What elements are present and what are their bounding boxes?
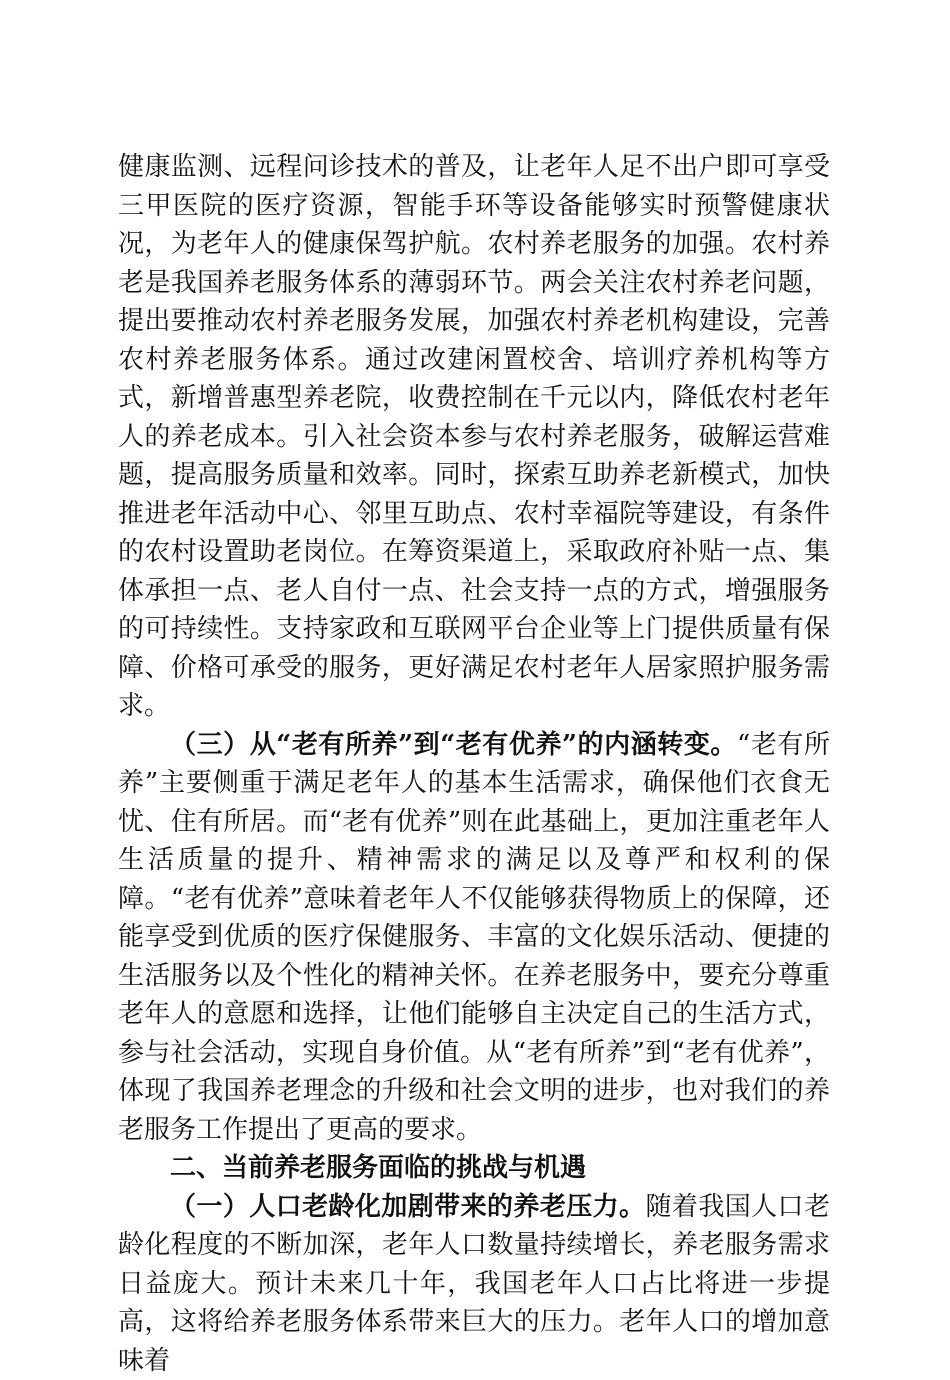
paragraph-connotation-shift-body: “老有所养”主要侧重于满足老年人的基本生活需求，确保他们衣食无忧、住有所居。而“老有优养”则在此基础上，更加注重老年人生活质量的提升、精神需求的满足以及尊严和权利的保障。“老有优养”意味着老年人不仅能够获得物质上的保障，还能享受到优质的医疗保健服务、丰富的文化娱乐活动、便捷的生活服务以及个性化的精神关怀。在养老服务中，要充分尊重老年人的意愿和选择，让他们能够自主决定自己的生活方式，参与社会活动，实现自身价值。从“老有所养”到“老有优养”，体现了我国养老理念的升级和社会文明的进步，也对我们的养老服务工作提出了更高的要求。 [118, 730, 830, 1145]
document-body [118, 148, 830, 1380]
paragraph-continued: 健康监测、远程问诊技术的普及，让老年人足不出户即可享受三甲医院的医疗资源，智能手环等设备能够实时预警健康状况，为老年人的健康保驾护航。农村养老服务的加强。农村养老是我国养老服务体系的薄弱环节。两会关注农村养老问题，提出要推动农村养老服务发展，加强农村养老机构建设，完善农村养老服务体系。通过改建闲置校舍、培训疗养机构等方式，新增普惠型养老院，收费控制在千元以内，降低农村老年人的养老成本。引入社会资本参与农村养老服务，破解运营难题，提高服务质量和效率。同时，探索互助养老新模式，加快推进老年活动中心、邻里互助点、农村幸福院等建设，有条件的农村设置助老岗位。在筹资渠道上，采取政府补贴一点、集体承担一点、老人自付一点、社会支持一点的方式，增强服务的可持续性。支持家政和互联网平台企业等上门提供质量有保障、价格可承受的服务，更好满足农村老年人居家照护服务需求。 [118, 148, 830, 726]
paragraph-aging-pressure [118, 1188, 830, 1380]
section-heading-challenges: 二、当前养老服务面临的挑战与机遇 [118, 1149, 830, 1188]
subheading-connotation-shift: （三）从“老有所养”到“老有优养”的内涵转变。 [170, 730, 737, 760]
subheading-aging-pressure: （一）人口老龄化加剧带来的养老压力。 [170, 1192, 645, 1222]
paragraph-aging-pressure-body: 随着我国人口老龄化程度的不断加深，老年人口数量持续增长，养老服务需求日益庞大。预计未来几十年，我国老年人口占比将进一步提高，这将给养老服务体系带来巨大的压力。老年人口的增加意味着 [118, 1192, 830, 1376]
paragraph-connotation-shift [118, 726, 830, 1150]
